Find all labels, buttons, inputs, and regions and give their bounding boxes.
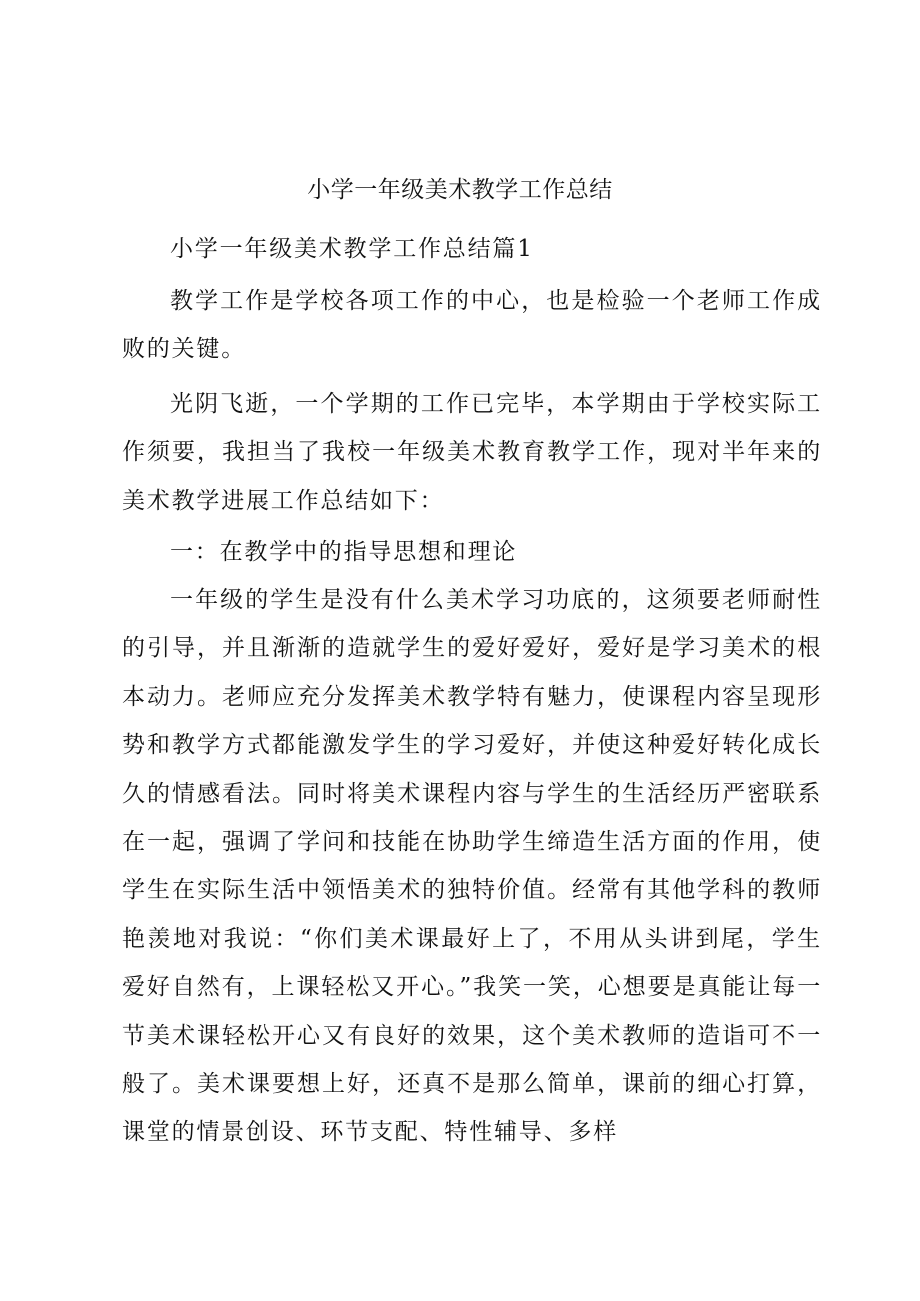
document-title: 小学一年级美术教学工作总结 <box>307 177 613 203</box>
paragraph-overview: 光阴飞逝，一个学期的工作已完毕，本学期由于学校实际工作须要，我担当了我校一年级美术教育教学工作，现对半年来的美术教学进展工作总结如下： <box>122 391 822 514</box>
paragraph-body: 一年级的学生是没有什么美术学习功底的，这须要老师耐性的引导，并且渐渐的造就学生的爱好爱好，爱好是学习美术的根本动力。老师应充分发挥美术教学特有魅力，使课程内容呈现形势和教学方式都能激发学生的学习爱好，并使这种爱好转化成长久的情感看法。同时将美术课程内容与学生的生活经历严密联系在一起，强调了学问和技能在协助学生缔造生活方面的作用，使学生在实际生活中领悟美术的独特价值。经常有其他学科的教师艳羡地对我说：“你们美术课最好上了，不用从头讲到尾，学生爱好自然有，上课轻松又开心。”我笑一笑，心想要是真能让每一节美术课轻松开心又有良好的效果，这个美术教师的造诣可不一般了。美术课要想上好，还真不是那么简单，课前的细心打算，课堂的情景创设、环节支配、特性辅导、多样 <box>122 587 822 1146</box>
paragraph-heading-one: 一：在教学中的指导思想和理论 <box>170 539 518 565</box>
section-heading: 小学一年级美术教学工作总结篇1 <box>170 236 534 262</box>
paragraph-intro: 教学工作是学校各项工作的中心，也是检验一个老师工作成败的关键。 <box>122 288 822 363</box>
